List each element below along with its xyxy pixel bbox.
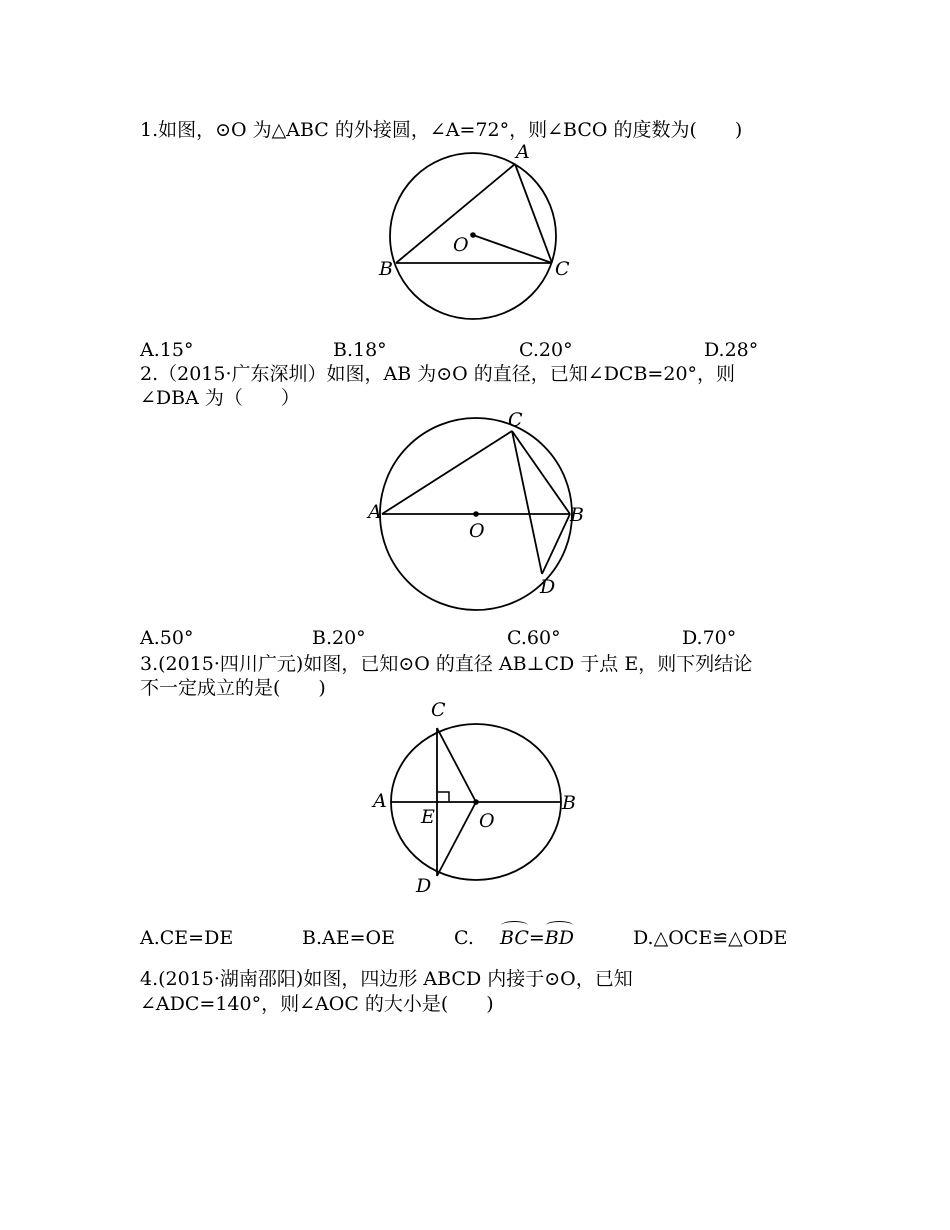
question-4-stem-line-2: ∠ADC=140°，则∠AOC 的大小是( ) — [140, 993, 494, 1015]
arc-bc: BC — [500, 927, 529, 949]
label-c: C — [508, 409, 523, 431]
label-o: O — [479, 810, 495, 832]
label-b: B — [570, 504, 584, 526]
option-c-prefix: C. — [454, 927, 474, 949]
question-1-option-d: D.28° — [704, 339, 759, 361]
segment-oc — [437, 728, 476, 802]
question-3-option-c — [454, 926, 574, 950]
question-2-stem-line-2: ∠DBA 为（ ） — [140, 387, 300, 409]
question-3-figure — [364, 697, 584, 902]
question-2-option-b: B.20° — [312, 627, 366, 649]
label-c: C — [431, 699, 446, 721]
question-1-figure — [375, 140, 575, 322]
label-o: O — [469, 520, 485, 542]
label-a: A — [516, 141, 530, 163]
label-a: A — [368, 501, 382, 523]
question-1-option-b: B.18° — [333, 339, 387, 361]
label-e: E — [421, 806, 435, 828]
question-4-stem-line-1: 4.(2015·湖南邵阳)如图，四边形 ABCD 内接于⊙O，已知 — [140, 968, 633, 990]
question-3-option-a: A.CE=DE — [140, 927, 234, 949]
label-a: A — [373, 790, 387, 812]
question-2-option-d: D.70° — [682, 627, 737, 649]
label-b: B — [562, 792, 576, 814]
center-point — [470, 232, 476, 238]
center-point — [473, 799, 479, 805]
question-1-option-a: A.15° — [140, 339, 194, 361]
segment-bd — [542, 514, 570, 574]
question-1-stem: 1.如图，⊙O 为△ABC 的外接圆，∠A=72°，则∠BCO 的度数为( ) — [140, 119, 743, 141]
label-c: C — [555, 258, 570, 280]
label-b: B — [379, 258, 393, 280]
question-3-option-b: B.AE=OE — [302, 927, 395, 949]
question-3-stem-line-2: 不一定成立的是( ) — [140, 677, 326, 699]
question-2-figure — [362, 406, 590, 614]
label-o: O — [453, 234, 469, 256]
right-angle-mark — [437, 792, 449, 802]
segment-oc — [473, 235, 552, 263]
equals-sign: = — [528, 927, 545, 949]
question-2-option-c: C.60° — [507, 627, 561, 649]
label-d: D — [416, 875, 432, 897]
label-d: D — [540, 576, 556, 598]
question-3-stem-line-1: 3.(2015·四川广元)如图，已知⊙O 的直径 AB⊥CD 于点 E，则下列结论 — [140, 653, 753, 675]
center-point — [473, 511, 479, 517]
arc-bd: BD — [544, 927, 574, 949]
question-1-option-c: C.20° — [519, 339, 573, 361]
question-2-option-a: A.50° — [140, 627, 194, 649]
segment-od — [437, 802, 476, 876]
segment-ac — [382, 431, 512, 514]
question-2-stem-line-1: 2.（2015·广东深圳）如图，AB 为⊙O 的直径，已知∠DCB=20°，则 — [140, 363, 736, 385]
question-3-option-d: D.△OCE≌△ODE — [633, 927, 788, 949]
